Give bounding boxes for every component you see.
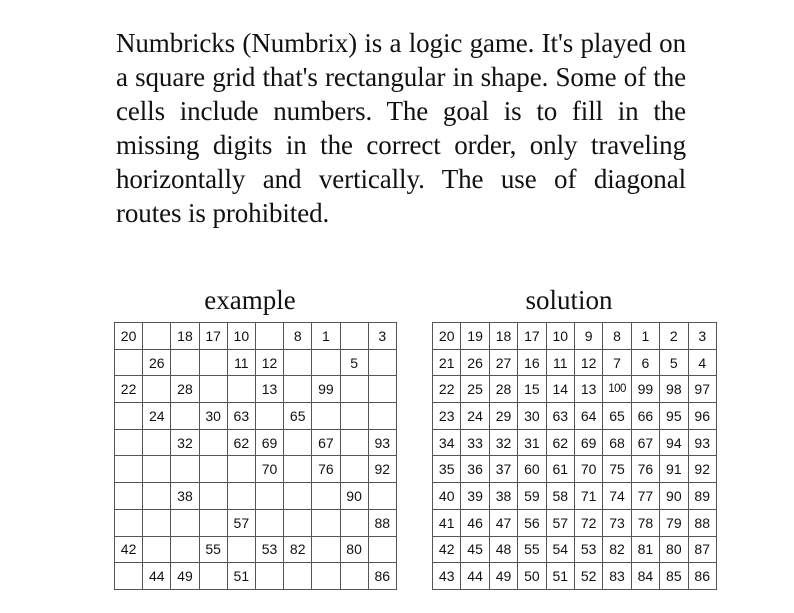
solution-cell: 85 — [660, 563, 688, 590]
example-cell[interactable] — [340, 403, 368, 430]
solution-cell: 70 — [574, 456, 602, 483]
example-cell[interactable] — [143, 429, 171, 456]
example-cell[interactable] — [199, 509, 227, 536]
example-cell[interactable] — [143, 376, 171, 403]
example-cell: 69 — [255, 429, 283, 456]
example-cell[interactable] — [284, 563, 312, 590]
example-cell: 80 — [340, 536, 368, 563]
solution-cell: 88 — [688, 509, 716, 536]
example-row — [115, 349, 397, 376]
example-cell[interactable] — [312, 509, 340, 536]
solution-cell: 58 — [546, 483, 574, 510]
example-cell[interactable] — [199, 429, 227, 456]
solution-row — [433, 563, 717, 590]
example-cell: 5 — [340, 349, 368, 376]
example-cell[interactable] — [340, 563, 368, 590]
solution-cell: 6 — [631, 349, 659, 376]
example-cell: 49 — [171, 563, 199, 590]
solution-cell: 76 — [631, 456, 659, 483]
solution-cell: 99 — [631, 376, 659, 403]
solution-cell: 71 — [574, 483, 602, 510]
example-cell[interactable] — [284, 483, 312, 510]
example-cell: 8 — [284, 323, 312, 350]
solution-cell: 96 — [688, 403, 716, 430]
solution-cell: 91 — [660, 456, 688, 483]
solution-cell: 28 — [489, 376, 517, 403]
solution-cell: 20 — [433, 323, 461, 350]
example-cell: 18 — [171, 323, 199, 350]
solution-cell: 19 — [461, 323, 489, 350]
example-cell[interactable] — [284, 429, 312, 456]
solution-cell: 36 — [461, 456, 489, 483]
solution-cell: 27 — [489, 349, 517, 376]
example-cell: 99 — [312, 376, 340, 403]
example-cell: 93 — [368, 429, 396, 456]
solution-row — [433, 349, 717, 376]
example-cell[interactable] — [115, 349, 143, 376]
example-label: example — [204, 285, 296, 315]
example-cell[interactable] — [255, 323, 283, 350]
example-row — [115, 563, 397, 590]
solution-cell: 10 — [546, 323, 574, 350]
solution-cell: 81 — [631, 536, 659, 563]
solution-cell: 44 — [461, 563, 489, 590]
solution-row — [433, 323, 717, 350]
example-cell[interactable] — [171, 456, 199, 483]
example-cell[interactable] — [312, 403, 340, 430]
example-cell: 32 — [171, 429, 199, 456]
example-row — [115, 323, 397, 350]
example-cell: 67 — [312, 429, 340, 456]
example-cell: 57 — [227, 509, 255, 536]
solution-cell: 62 — [546, 429, 574, 456]
example-cell: 55 — [199, 536, 227, 563]
solution-cell: 87 — [688, 536, 716, 563]
solution-cell: 48 — [489, 536, 517, 563]
solution-cell: 11 — [546, 349, 574, 376]
solution-cell: 23 — [433, 403, 461, 430]
solution-row — [433, 509, 717, 536]
example-cell[interactable] — [115, 429, 143, 456]
example-cell: 12 — [255, 349, 283, 376]
solution-cell: 3 — [688, 323, 716, 350]
example-cell[interactable] — [115, 403, 143, 430]
solution-cell: 15 — [518, 376, 546, 403]
solution-cell: 67 — [631, 429, 659, 456]
solution-cell: 59 — [518, 483, 546, 510]
solution-cell: 56 — [518, 509, 546, 536]
example-row — [115, 536, 397, 563]
example-cell[interactable] — [199, 456, 227, 483]
solution-cell: 2 — [660, 323, 688, 350]
example-cell: 62 — [227, 429, 255, 456]
solution-cell: 33 — [461, 429, 489, 456]
example-cell[interactable] — [368, 349, 396, 376]
solution-cell: 66 — [631, 403, 659, 430]
example-cell[interactable] — [340, 509, 368, 536]
example-cell: 76 — [312, 456, 340, 483]
example-row — [115, 376, 397, 403]
solution-cell: 40 — [433, 483, 461, 510]
example-cell: 53 — [255, 536, 283, 563]
example-cell: 28 — [171, 376, 199, 403]
example-cell[interactable] — [255, 483, 283, 510]
solution-cell: 93 — [688, 429, 716, 456]
solution-cell: 97 — [688, 376, 716, 403]
solution-cell: 61 — [546, 456, 574, 483]
example-cell[interactable] — [284, 456, 312, 483]
solution-cell: 77 — [631, 483, 659, 510]
solution-cell: 39 — [461, 483, 489, 510]
solution-row — [433, 403, 717, 430]
example-cell[interactable] — [368, 376, 396, 403]
solution-cell: 22 — [433, 376, 461, 403]
solution-cell: 86 — [688, 563, 716, 590]
solution-cell: 12 — [574, 349, 602, 376]
solution-cell: 73 — [603, 509, 631, 536]
example-cell: 20 — [115, 323, 143, 350]
solution-cell: 78 — [631, 509, 659, 536]
example-cell[interactable] — [143, 456, 171, 483]
example-cell[interactable] — [115, 563, 143, 590]
solution-cell: 7 — [603, 349, 631, 376]
solution-cell: 92 — [688, 456, 716, 483]
solution-cell: 25 — [461, 376, 489, 403]
solution-cell: 13 — [574, 376, 602, 403]
solution-cell: 38 — [489, 483, 517, 510]
solution-cell: 21 — [433, 349, 461, 376]
example-cell[interactable] — [284, 349, 312, 376]
example-cell: 92 — [368, 456, 396, 483]
solution-cell: 41 — [433, 509, 461, 536]
example-cell[interactable] — [143, 536, 171, 563]
example-cell: 65 — [284, 403, 312, 430]
example-row — [115, 456, 397, 483]
solution-row — [433, 456, 717, 483]
example-cell: 82 — [284, 536, 312, 563]
example-cell: 88 — [368, 509, 396, 536]
solution-cell: 51 — [546, 563, 574, 590]
example-cell[interactable] — [115, 509, 143, 536]
solution-cell: 8 — [603, 323, 631, 350]
solution-cell: 37 — [489, 456, 517, 483]
example-row — [115, 403, 397, 430]
solution-cell: 17 — [518, 323, 546, 350]
example-cell[interactable] — [171, 509, 199, 536]
example-cell[interactable] — [312, 563, 340, 590]
example-cell[interactable] — [368, 483, 396, 510]
intro-paragraph: Numbricks (Numbrix) is a logic game. It's played on a square grid that's rectangular in shape. Some of the cells include numbers. The goal is to fill in the missing digits in the correct order, only traveling horizontally and vertically. The use of diagonal routes is prohibited. — [116, 28, 686, 228]
solution-cell: 57 — [546, 509, 574, 536]
solution-cell: 46 — [461, 509, 489, 536]
solution-cell: 24 — [461, 403, 489, 430]
solution-cell: 90 — [660, 483, 688, 510]
solution-cell: 72 — [574, 509, 602, 536]
example-cell[interactable] — [284, 376, 312, 403]
solution-cell: 65 — [603, 403, 631, 430]
example-cell[interactable] — [255, 563, 283, 590]
example-cell[interactable] — [368, 536, 396, 563]
example-cell[interactable] — [312, 483, 340, 510]
example-cell[interactable] — [171, 349, 199, 376]
solution-cell: 1 — [631, 323, 659, 350]
solution-cell: 83 — [603, 563, 631, 590]
solution-cell: 52 — [574, 563, 602, 590]
solution-row — [433, 429, 717, 456]
example-cell[interactable] — [312, 349, 340, 376]
example-cell[interactable] — [143, 509, 171, 536]
solution-cell: 26 — [461, 349, 489, 376]
example-cell[interactable] — [340, 429, 368, 456]
example-cell: 63 — [227, 403, 255, 430]
example-cell[interactable] — [340, 323, 368, 350]
solution-cell: 94 — [660, 429, 688, 456]
example-cell: 38 — [171, 483, 199, 510]
solution-cell: 34 — [433, 429, 461, 456]
solution-label: solution — [525, 285, 613, 315]
solution-cell: 74 — [603, 483, 631, 510]
example-cell[interactable] — [171, 536, 199, 563]
example-cell: 13 — [255, 376, 283, 403]
solution-cell: 63 — [546, 403, 574, 430]
solution-row — [433, 376, 717, 403]
solution-cell: 100 — [603, 376, 631, 403]
solution-cell: 31 — [518, 429, 546, 456]
example-cell: 42 — [115, 536, 143, 563]
solution-cell: 30 — [518, 403, 546, 430]
solution-cell: 29 — [489, 403, 517, 430]
example-row — [115, 483, 397, 510]
solution-cell: 43 — [433, 563, 461, 590]
solution-cell: 5 — [660, 349, 688, 376]
solution-cell: 54 — [546, 536, 574, 563]
solution-row — [433, 536, 717, 563]
example-cell: 51 — [227, 563, 255, 590]
example-cell: 1 — [312, 323, 340, 350]
example-cell[interactable] — [115, 456, 143, 483]
solution-grid — [432, 322, 717, 590]
solution-cell: 69 — [574, 429, 602, 456]
solution-cell: 98 — [660, 376, 688, 403]
example-cell: 24 — [143, 403, 171, 430]
example-cell[interactable] — [227, 536, 255, 563]
example-cell: 44 — [143, 563, 171, 590]
solution-cell: 42 — [433, 536, 461, 563]
example-cell: 11 — [227, 349, 255, 376]
solution-cell: 49 — [489, 563, 517, 590]
solution-cell: 18 — [489, 323, 517, 350]
solution-cell: 95 — [660, 403, 688, 430]
example-cell: 26 — [143, 349, 171, 376]
solution-cell: 55 — [518, 536, 546, 563]
example-cell[interactable] — [143, 323, 171, 350]
solution-cell: 45 — [461, 536, 489, 563]
example-cell: 17 — [199, 323, 227, 350]
example-cell[interactable] — [340, 376, 368, 403]
example-cell: 30 — [199, 403, 227, 430]
example-cell[interactable] — [284, 509, 312, 536]
solution-cell: 79 — [660, 509, 688, 536]
solution-cell: 32 — [489, 429, 517, 456]
solution-cell: 35 — [433, 456, 461, 483]
example-cell[interactable] — [227, 456, 255, 483]
solution-cell: 47 — [489, 509, 517, 536]
example-cell[interactable] — [199, 376, 227, 403]
solution-cell: 64 — [574, 403, 602, 430]
solution-cell: 50 — [518, 563, 546, 590]
solution-cell: 75 — [603, 456, 631, 483]
solution-cell: 82 — [603, 536, 631, 563]
example-cell[interactable] — [227, 483, 255, 510]
example-cell: 3 — [368, 323, 396, 350]
solution-cell: 4 — [688, 349, 716, 376]
example-cell[interactable] — [368, 403, 396, 430]
example-cell: 86 — [368, 563, 396, 590]
example-cell: 90 — [340, 483, 368, 510]
solution-row — [433, 483, 717, 510]
solution-cell: 89 — [688, 483, 716, 510]
solution-cell: 68 — [603, 429, 631, 456]
example-cell: 70 — [255, 456, 283, 483]
example-row — [115, 429, 397, 456]
example-cell[interactable] — [255, 509, 283, 536]
example-cell[interactable] — [199, 563, 227, 590]
example-row — [115, 509, 397, 536]
example-cell: 10 — [227, 323, 255, 350]
example-cell[interactable] — [340, 456, 368, 483]
solution-cell: 60 — [518, 456, 546, 483]
example-cell: 22 — [115, 376, 143, 403]
example-cell[interactable] — [171, 403, 199, 430]
solution-cell: 16 — [518, 349, 546, 376]
solution-cell: 14 — [546, 376, 574, 403]
example-cell[interactable] — [227, 376, 255, 403]
example-cell[interactable] — [199, 349, 227, 376]
solution-cell: 84 — [631, 563, 659, 590]
solution-cell: 9 — [574, 323, 602, 350]
example-cell[interactable] — [199, 483, 227, 510]
example-cell[interactable] — [115, 483, 143, 510]
solution-cell: 53 — [574, 536, 602, 563]
example-grid — [114, 322, 397, 590]
example-cell[interactable] — [143, 483, 171, 510]
example-cell[interactable] — [255, 403, 283, 430]
example-cell[interactable] — [312, 536, 340, 563]
solution-cell: 80 — [660, 536, 688, 563]
